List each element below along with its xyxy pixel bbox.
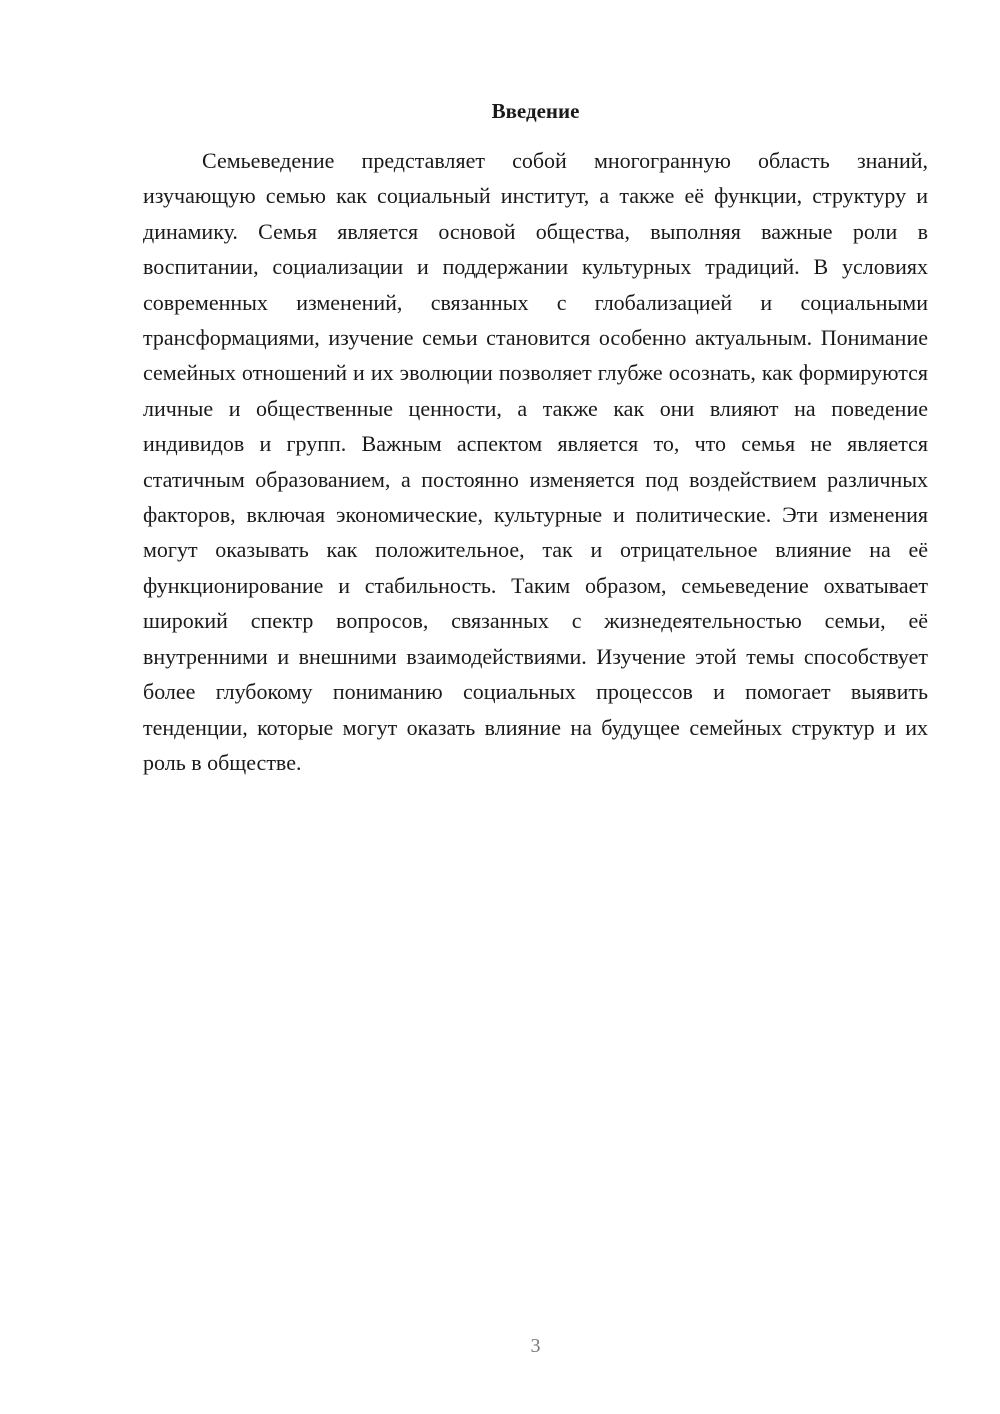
page-number: 3 (530, 1335, 541, 1357)
introduction-paragraph: Семьеведение представляет собой многогранную область знаний, изучающую семью как социальный институт, а также её функции, структуру и динамику. Семья является основой общества, выполняя важные роли в воспитании, социализации и поддержании культурных традиций. В условиях современных изменений, связанных с глобализацией и социальными трансформациями, изучение семьи становится особенно актуальным. Понимание семейных отношений и их эволюции позволяет глубже осознать, как формируются личные и общественные ценности, а также как они влияют на поведение индивидов и групп. Важным аспектом является то, что семья не является статичным образованием, а постоянно изменяется под воздействием различных факторов, включая экономические, культурные и политические. Эти изменения могут оказывать как положительное, так и отрицательное влияние на её функционирование и стабильность. Таким образом, семьеведение охватывает широкий спектр вопросов, связанных с жизнедеятельностью семьи, её внутренними и внешними взаимодействиями. Изучение этой темы способствует более глубокому пониманию социальных процессов и помогает выявить тенденции, которые могут оказать влияние на будущее семейных структур и их роль в обществе. (143, 148, 928, 775)
section-heading: Введение (491, 99, 580, 123)
